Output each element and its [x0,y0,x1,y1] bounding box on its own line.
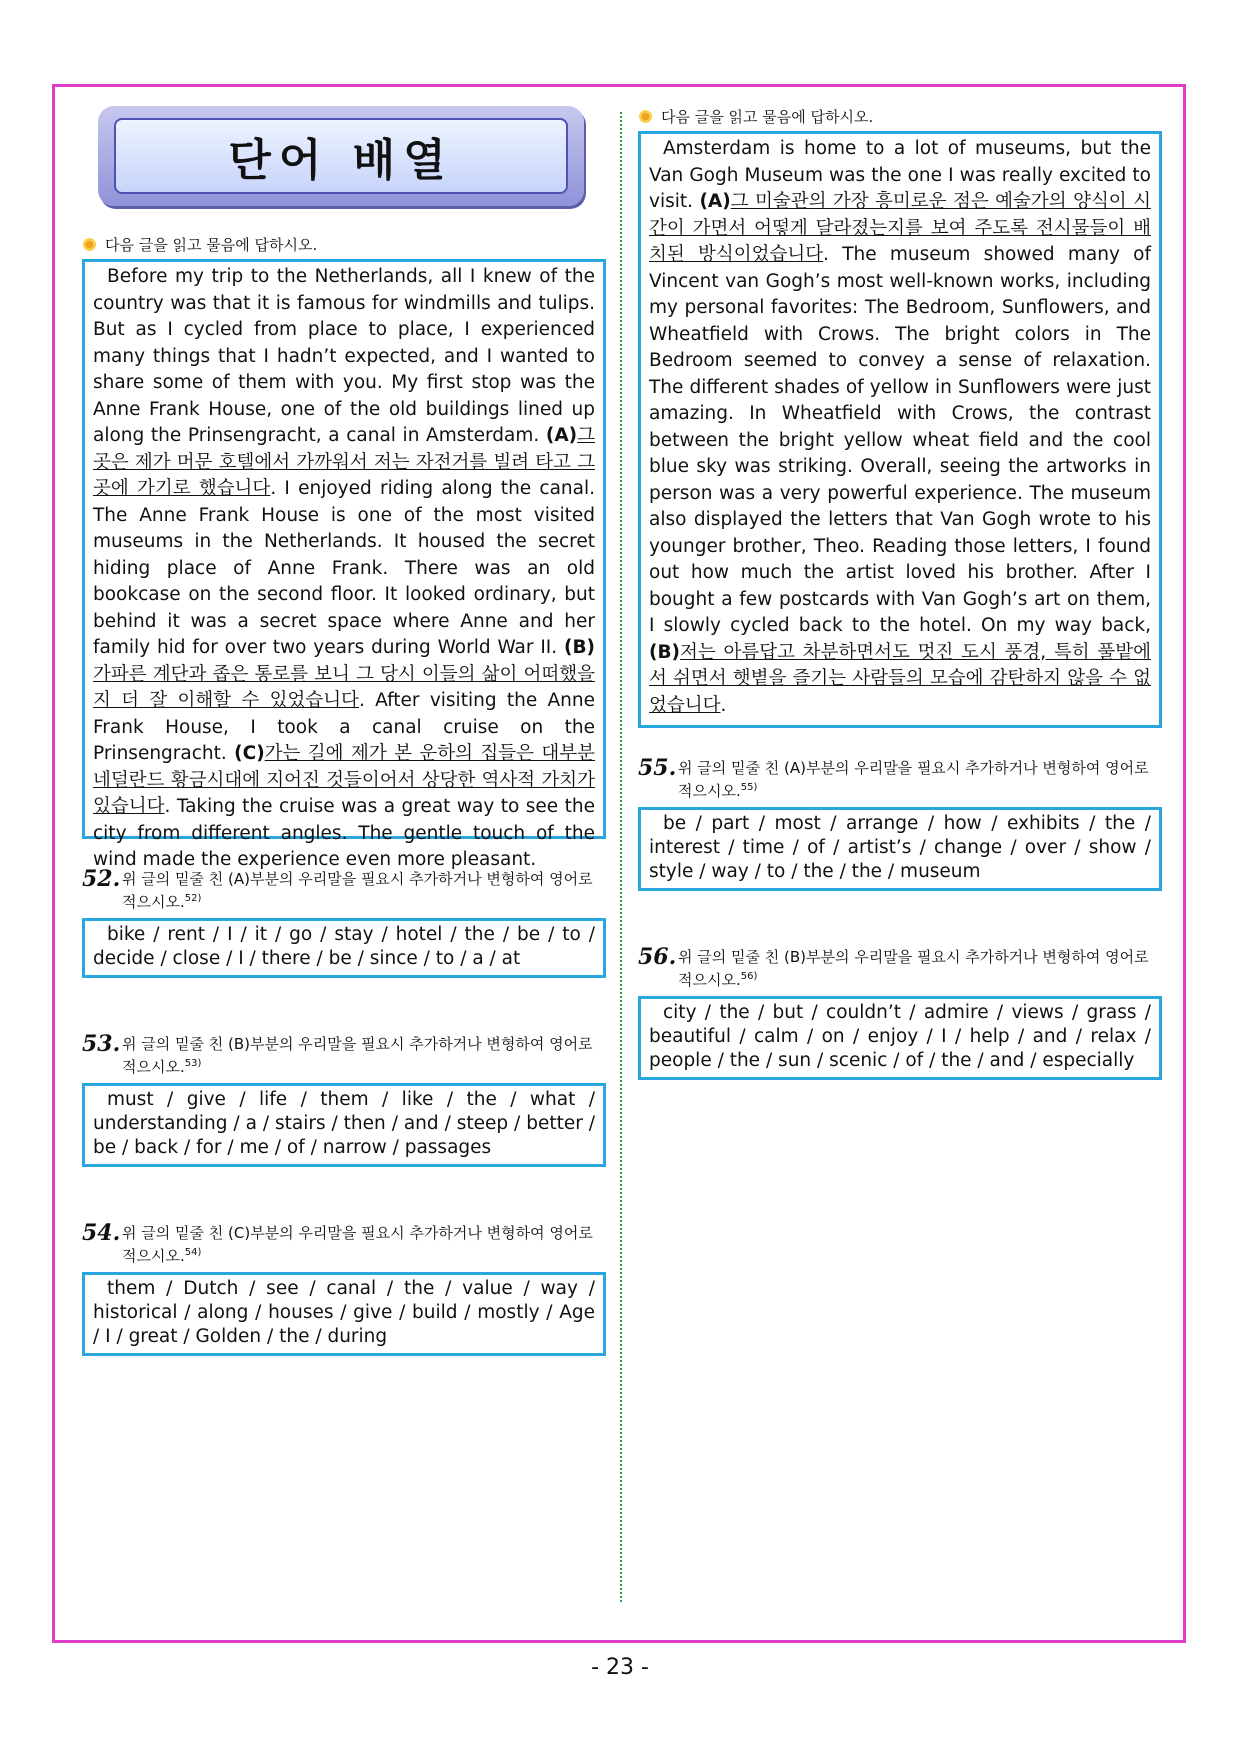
passage-1-part-2: . I enjoyed riding along the canal. The Anne Frank House is one of the most visited museums in the Netherlands. It housed the secret hiding place of Anne Frank. There was an old bookcase on the second floor. It looked ordinary, but behind it was a secret space where Anne and her family hid for over two years during World War II. [93,478,595,658]
question-text: 위 글의 밑줄 친 (A)부분의 우리말을 필요시 추가하거나 변형하여 영어로 적으시오. [122,870,593,911]
question-55 [638,755,1162,891]
word-bank [638,996,1162,1080]
question-53 [82,1031,606,1167]
word-bank-text: them / Dutch / see / canal / the / value / way / historical / along / houses / give / build / mostly / Age / I / great / Golden / the / during [93,1278,595,1347]
column-divider [620,112,622,1602]
passage-2-part-1: Amsterdam is home to a lot of museums, but the Van Gogh Museum was the one I was really excited to visit. [649,138,1151,212]
question-number: 54. [82,1220,121,1246]
passage-2-part-2: . The museum showed many of Vincent van Gogh’s most well-known works, including my personal favorites: The Bedroom, Sunflowers, and Wheatfield with Crows. The bright colors in The Bedroom seemed to convey a sense of relaxation. The different shades of yellow in Sunflowers were just amazing. In Wheatfield with Crows, the contrast between the bright yellow wheat field and the cool blue sky was striking. Overall, seeing the artworks in person was a very powerful experience. The museum also displayed the letters that Van Gogh wrote to his younger brother, Theo. Reading those letters, I found out how much the artist loved his brother. After I bought a few postcards with Van Gogh’s art on them, I slowly cycled back to the hotel. On my way back, [649,244,1151,636]
word-bank-text: bike / rent / I / it / go / stay / hotel / the / be / to / decide / close / I / there / be / since / to / a / at [93,924,595,969]
passage-1 [82,259,606,870]
question-text: 위 글의 밑줄 친 (A)부분의 우리말을 필요시 추가하거나 변형하여 영어로 적으시오. [678,759,1149,800]
question-56 [638,944,1162,1080]
question-ref: 52) [184,893,202,904]
left-column [82,106,606,1356]
passage-1-part-3: . After visiting the Anne Frank House, I took a canal cruise on the Prinsengracht. [93,690,596,764]
question-54 [82,1220,606,1356]
passage-1-part-4: . Taking the cruise was a great way to see the city from different angles. The gentle touch of the wind made the experience even more pleasant. [93,796,595,870]
word-bank-text: be / part / most / arrange / how / exhibits / the / interest / time / of / artist’s / change / over / show / style / way / to / the / the / museum [649,813,1151,882]
passage-2-label-a: (A) [699,191,731,212]
instruction-2 [638,106,1162,127]
question-number: 53. [82,1031,121,1057]
passage-2-part-3: . [720,694,727,716]
passage-1-underline-b: 가파른 계단과 좁은 통로를 보니 그 당시 이들의 삶이 어떠했을지 더 잘 이해할 수 있었습니다 [93,663,595,711]
question-number: 56. [638,944,677,970]
question-text: 위 글의 밑줄 친 (C)부분의 우리말을 필요시 추가하거나 변형하여 영어로 적으시오. [122,1224,593,1265]
word-bank [82,1272,606,1356]
passage-1-label-a: (A) [545,425,578,446]
question-number: 55. [638,755,677,781]
right-column [638,106,1162,1080]
passage-2-label-b: (B) [649,641,681,663]
word-bank [82,1083,606,1167]
question-ref: 55) [740,782,758,793]
question-text: 위 글의 밑줄 친 (B)부분의 우리말을 필요시 추가하거나 변형하여 영어로 적으시오. [122,1035,593,1076]
question-number: 52. [82,866,121,892]
word-bank-text: city / the / but / couldn’t / admire / views / grass / beautiful / calm / on / enjoy / I / help / and / relax / people / the / sun / scenic / of / the / and / especially [649,1002,1151,1071]
flower-icon [82,237,97,252]
passage-1-part-1: Before my trip to the Netherlands, all I knew of the country was that it is famous for windmills and tulips. But as I cycled from place to place, I experienced many things that I hadn’t expected, and I wanted to share some of them with you. My first stop was the Anne Frank House, one of the old buildings lined up along the Prinsengracht, a canal in Amsterdam. [93,266,595,446]
passage-1-underline-a: 그곳은 제가 머문 호텔에서 가까워서 저는 자전거를 빌려 타고 그곳에 가기로 했습니다 [93,425,595,499]
title-banner-inner [114,118,568,194]
passage-1-underline-c: 가는 길에 제가 본 운하의 집들은 대부분 네덜란드 황금시대에 지어진 것들이어서 상당한 역사적 가치가 있습니다 [93,743,595,817]
passage-1-label-b: (B) [563,637,595,658]
question-ref: 56) [740,971,758,982]
instruction-text: 다음 글을 읽고 물음에 답하시오. [661,108,874,126]
word-bank-text: must / give / life / them / like / the / what / understanding / a / stairs / then / and / steep / better / be / back / for / me / of / narrow / passages [93,1089,595,1158]
word-bank [82,918,606,978]
passage-2-underline-a: 그 미술관의 가장 흥미로운 점은 예술가의 양식이 시간이 가면서 어떻게 달라졌는지를 보여 주도록 전시물들이 배치된 방식이었습니다 [649,191,1151,265]
instruction-1 [82,234,606,255]
page-number: - 23 - [591,1655,649,1680]
page-title: 단어 배열 [228,135,454,186]
question-ref: 54) [184,1247,202,1258]
flower-icon [638,109,653,124]
passage-2-underline-b: 저는 아름답고 차분하면서도 멋진 도시 풍경, 특히 풀밭에서 쉬면서 햇볕을 즐기는 사람들의 모습에 감탄하지 않을 수 없었습니다 [649,641,1151,716]
question-text: 위 글의 밑줄 친 (B)부분의 우리말을 필요시 추가하거나 변형하여 영어로 적으시오. [678,948,1149,989]
question-ref: 53) [184,1058,202,1069]
title-banner [98,106,584,206]
passage-1-label-c: (C) [234,743,265,764]
question-52 [82,866,606,978]
instruction-text: 다음 글을 읽고 물음에 답하시오. [105,236,318,254]
word-bank [638,807,1162,891]
passage-2 [638,131,1162,728]
